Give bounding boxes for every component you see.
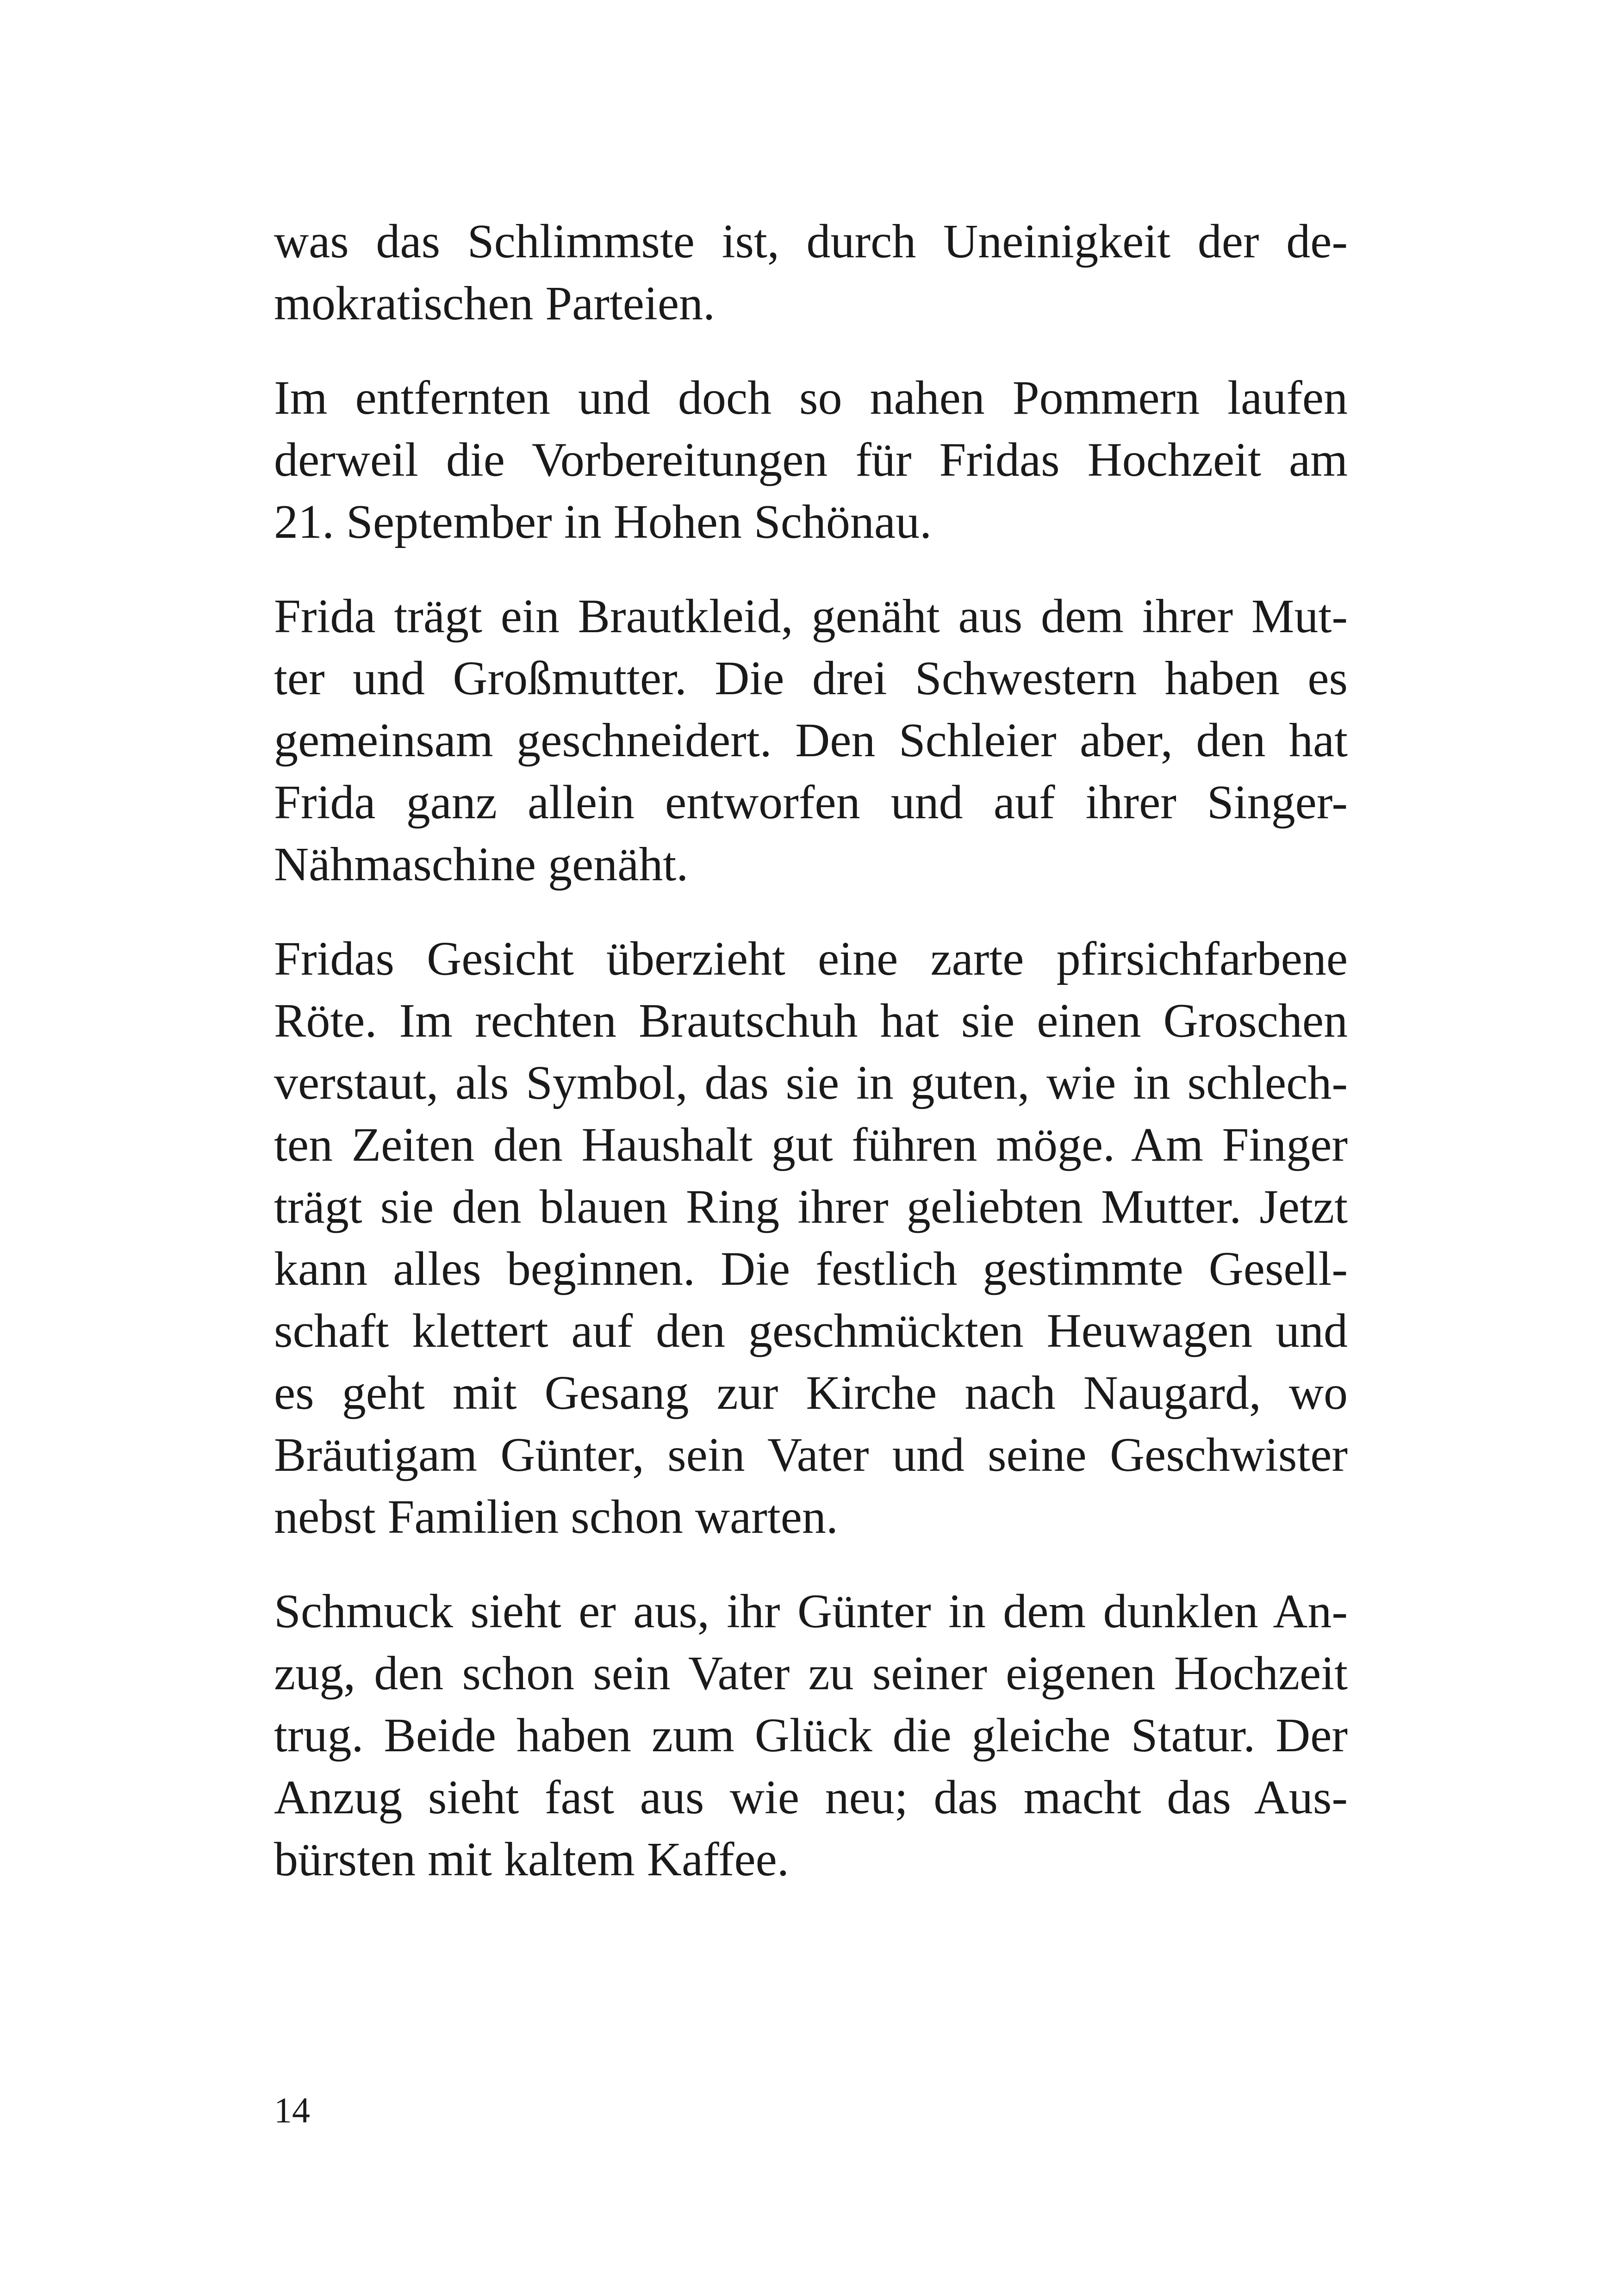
text-line: was das Schlimmste ist, durch Uneinigkeit der de- — [274, 215, 1348, 268]
page-number: 14 — [274, 2090, 310, 2130]
text-line: ten Zeiten den Haushalt gut führen möge. Am Finger — [274, 1118, 1348, 1171]
paragraph-1 — [274, 211, 1348, 335]
text-line: Bräutigam Günter, sein Vater und seine Geschwister — [274, 1428, 1348, 1481]
text-line: Frida trägt ein Brautkleid, genäht aus dem ihrer Mut- — [274, 590, 1348, 643]
text-line: es geht mit Gesang zur Kirche nach Naugard, wo — [274, 1366, 1348, 1419]
text-line: ter und Großmutter. Die drei Schwestern haben es — [274, 652, 1348, 705]
text-line: Anzug sieht fast aus wie neu; das macht das Aus- — [274, 1771, 1348, 1824]
text-line: schaft klettert auf den geschmückten Heuwagen und — [274, 1304, 1348, 1357]
text-line: kann alles beginnen. Die festlich gestimmte Gesell- — [274, 1242, 1348, 1295]
text-line: nebst Familien schon warten. — [274, 1490, 838, 1543]
text-line: bürsten mit kaltem Kaffee. — [274, 1833, 789, 1886]
text-line: 21. September in Hohen Schönau. — [274, 495, 932, 548]
paragraph-5 — [274, 1580, 1348, 1891]
text-line: zug, den schon sein Vater zu seiner eigenen Hochzeit — [274, 1647, 1348, 1700]
text-line: Im entfernten und doch so nahen Pommern laufen — [274, 371, 1348, 424]
paragraph-3 — [274, 585, 1348, 896]
text-line: Schmuck sieht er aus, ihr Günter in dem dunklen An- — [274, 1585, 1348, 1638]
paragraph-2 — [274, 367, 1348, 553]
text-line: Fridas Gesicht überzieht eine zarte pfirsichfarbene — [274, 932, 1348, 985]
paragraph-4 — [274, 928, 1348, 1548]
text-line: Röte. Im rechten Brautschuh hat sie einen Groschen — [274, 994, 1348, 1047]
text-line: verstaut, als Symbol, das sie in guten, wie in schlech- — [274, 1056, 1348, 1109]
page-body-text — [274, 211, 1348, 1923]
text-line: Nähmaschine genäht. — [274, 838, 689, 891]
text-line: derweil die Vorbereitungen für Fridas Hochzeit am — [274, 433, 1348, 486]
text-line: trug. Beide haben zum Glück die gleiche Statur. Der — [274, 1709, 1348, 1762]
text-line: trägt sie den blauen Ring ihrer geliebten Mutter. Jetzt — [274, 1180, 1348, 1233]
text-line: Frida ganz allein entworfen und auf ihrer Singer- — [274, 776, 1348, 829]
text-line: gemeinsam geschneidert. Den Schleier aber, den hat — [274, 714, 1348, 767]
text-line: mokratischen Parteien. — [274, 277, 716, 330]
